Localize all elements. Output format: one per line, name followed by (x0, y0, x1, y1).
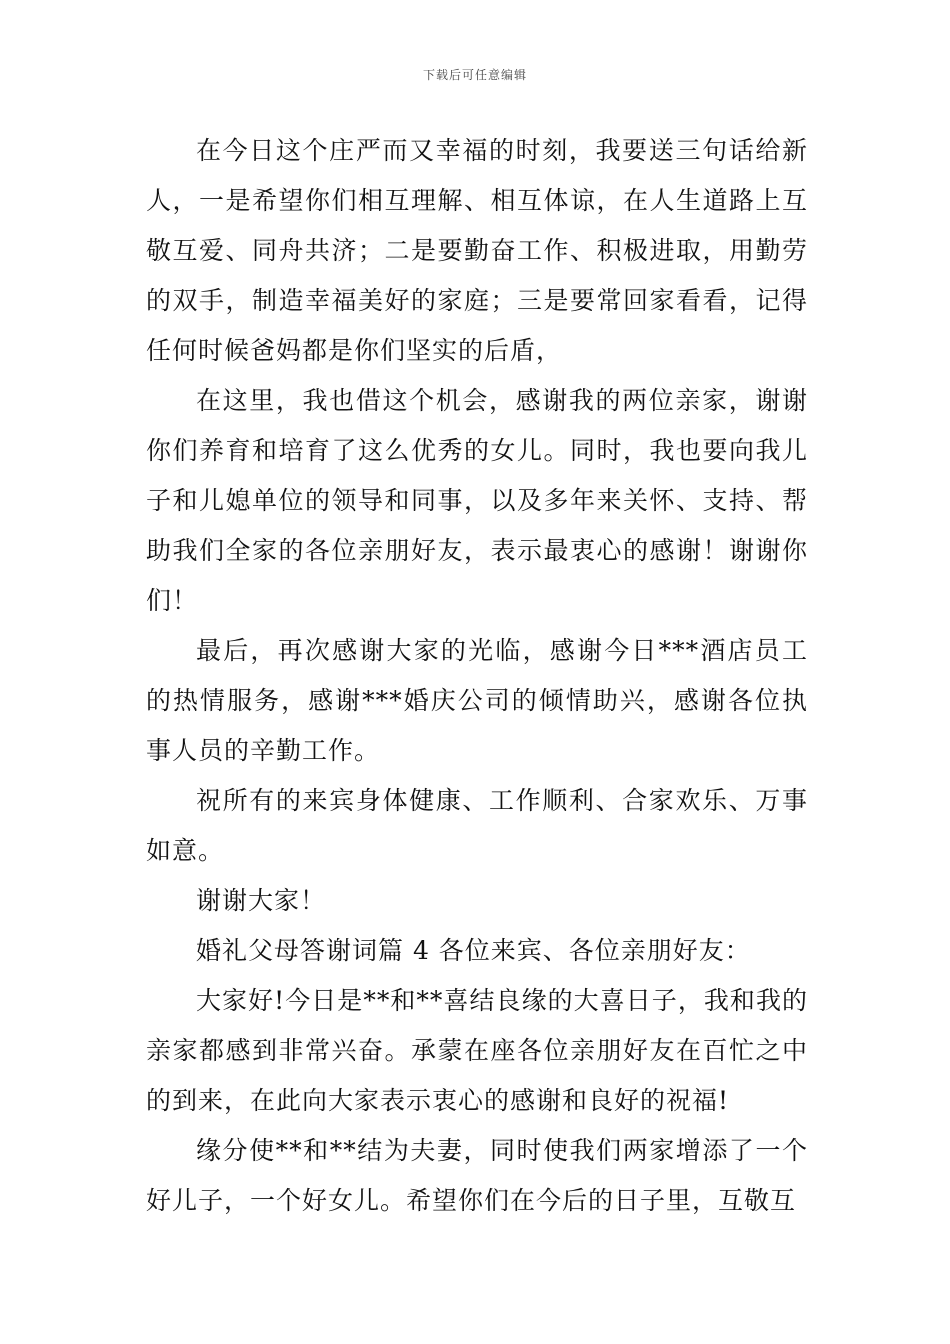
page-header: 下载后可任意编辑 (422, 68, 527, 82)
section-heading: 婚礼父母答谢词篇 4 各位来宾、各位亲朋好友： (196, 936, 751, 965)
paragraph-blessing: 祝所有的来宾身体健康、工作顺利、合家欢乐、万事如意。 (146, 786, 808, 865)
paragraph-three-wishes: 在今日这个庄严而又幸福的时刻，我要送三句话给新人，一是希望你们相互理解、相互体谅，在人生道路上互敬互爱、同舟共济；二是要勤奋工作、积极进取，用勤劳的双手，制造幸福美好的家庭；三是要常回家看看，记得任何时候爸妈都是你们坚实的后盾， (146, 136, 808, 365)
paragraph-thanks-in-laws: 在这里，我也借这个机会，感谢我的两位亲家，谢谢你们养育和培育了这么优秀的女儿。同时，我也要向我儿子和儿媳单位的领导和同事，以及多年来关怀、支持、帮助我们全家的各位亲朋好友，表示最衷心的感谢！谢谢你们！ (146, 386, 808, 615)
document-body (146, 126, 808, 1226)
paragraph-fate: 缘分使**和**结为夫妻，同时使我们两家增添了一个好儿子，一个好女儿。希望你们在今后的日子里，互敬互 (146, 1136, 808, 1215)
paragraph-thanks-staff: 最后，再次感谢大家的光临，感谢今日***酒店员工的热情服务，感谢***婚庆公司的倾情助兴，感谢各位执事人员的辛勤工作。 (146, 636, 808, 765)
paragraph-greeting: 大家好!今日是**和**喜结良缘的大喜日子，我和我的亲家都感到非常兴奋。承蒙在座各位亲朋好友在百忙之中的到来，在此向大家表示衷心的感谢和良好的祝福! (146, 986, 808, 1115)
paragraph-thank-you: 谢谢大家！ (196, 886, 327, 915)
